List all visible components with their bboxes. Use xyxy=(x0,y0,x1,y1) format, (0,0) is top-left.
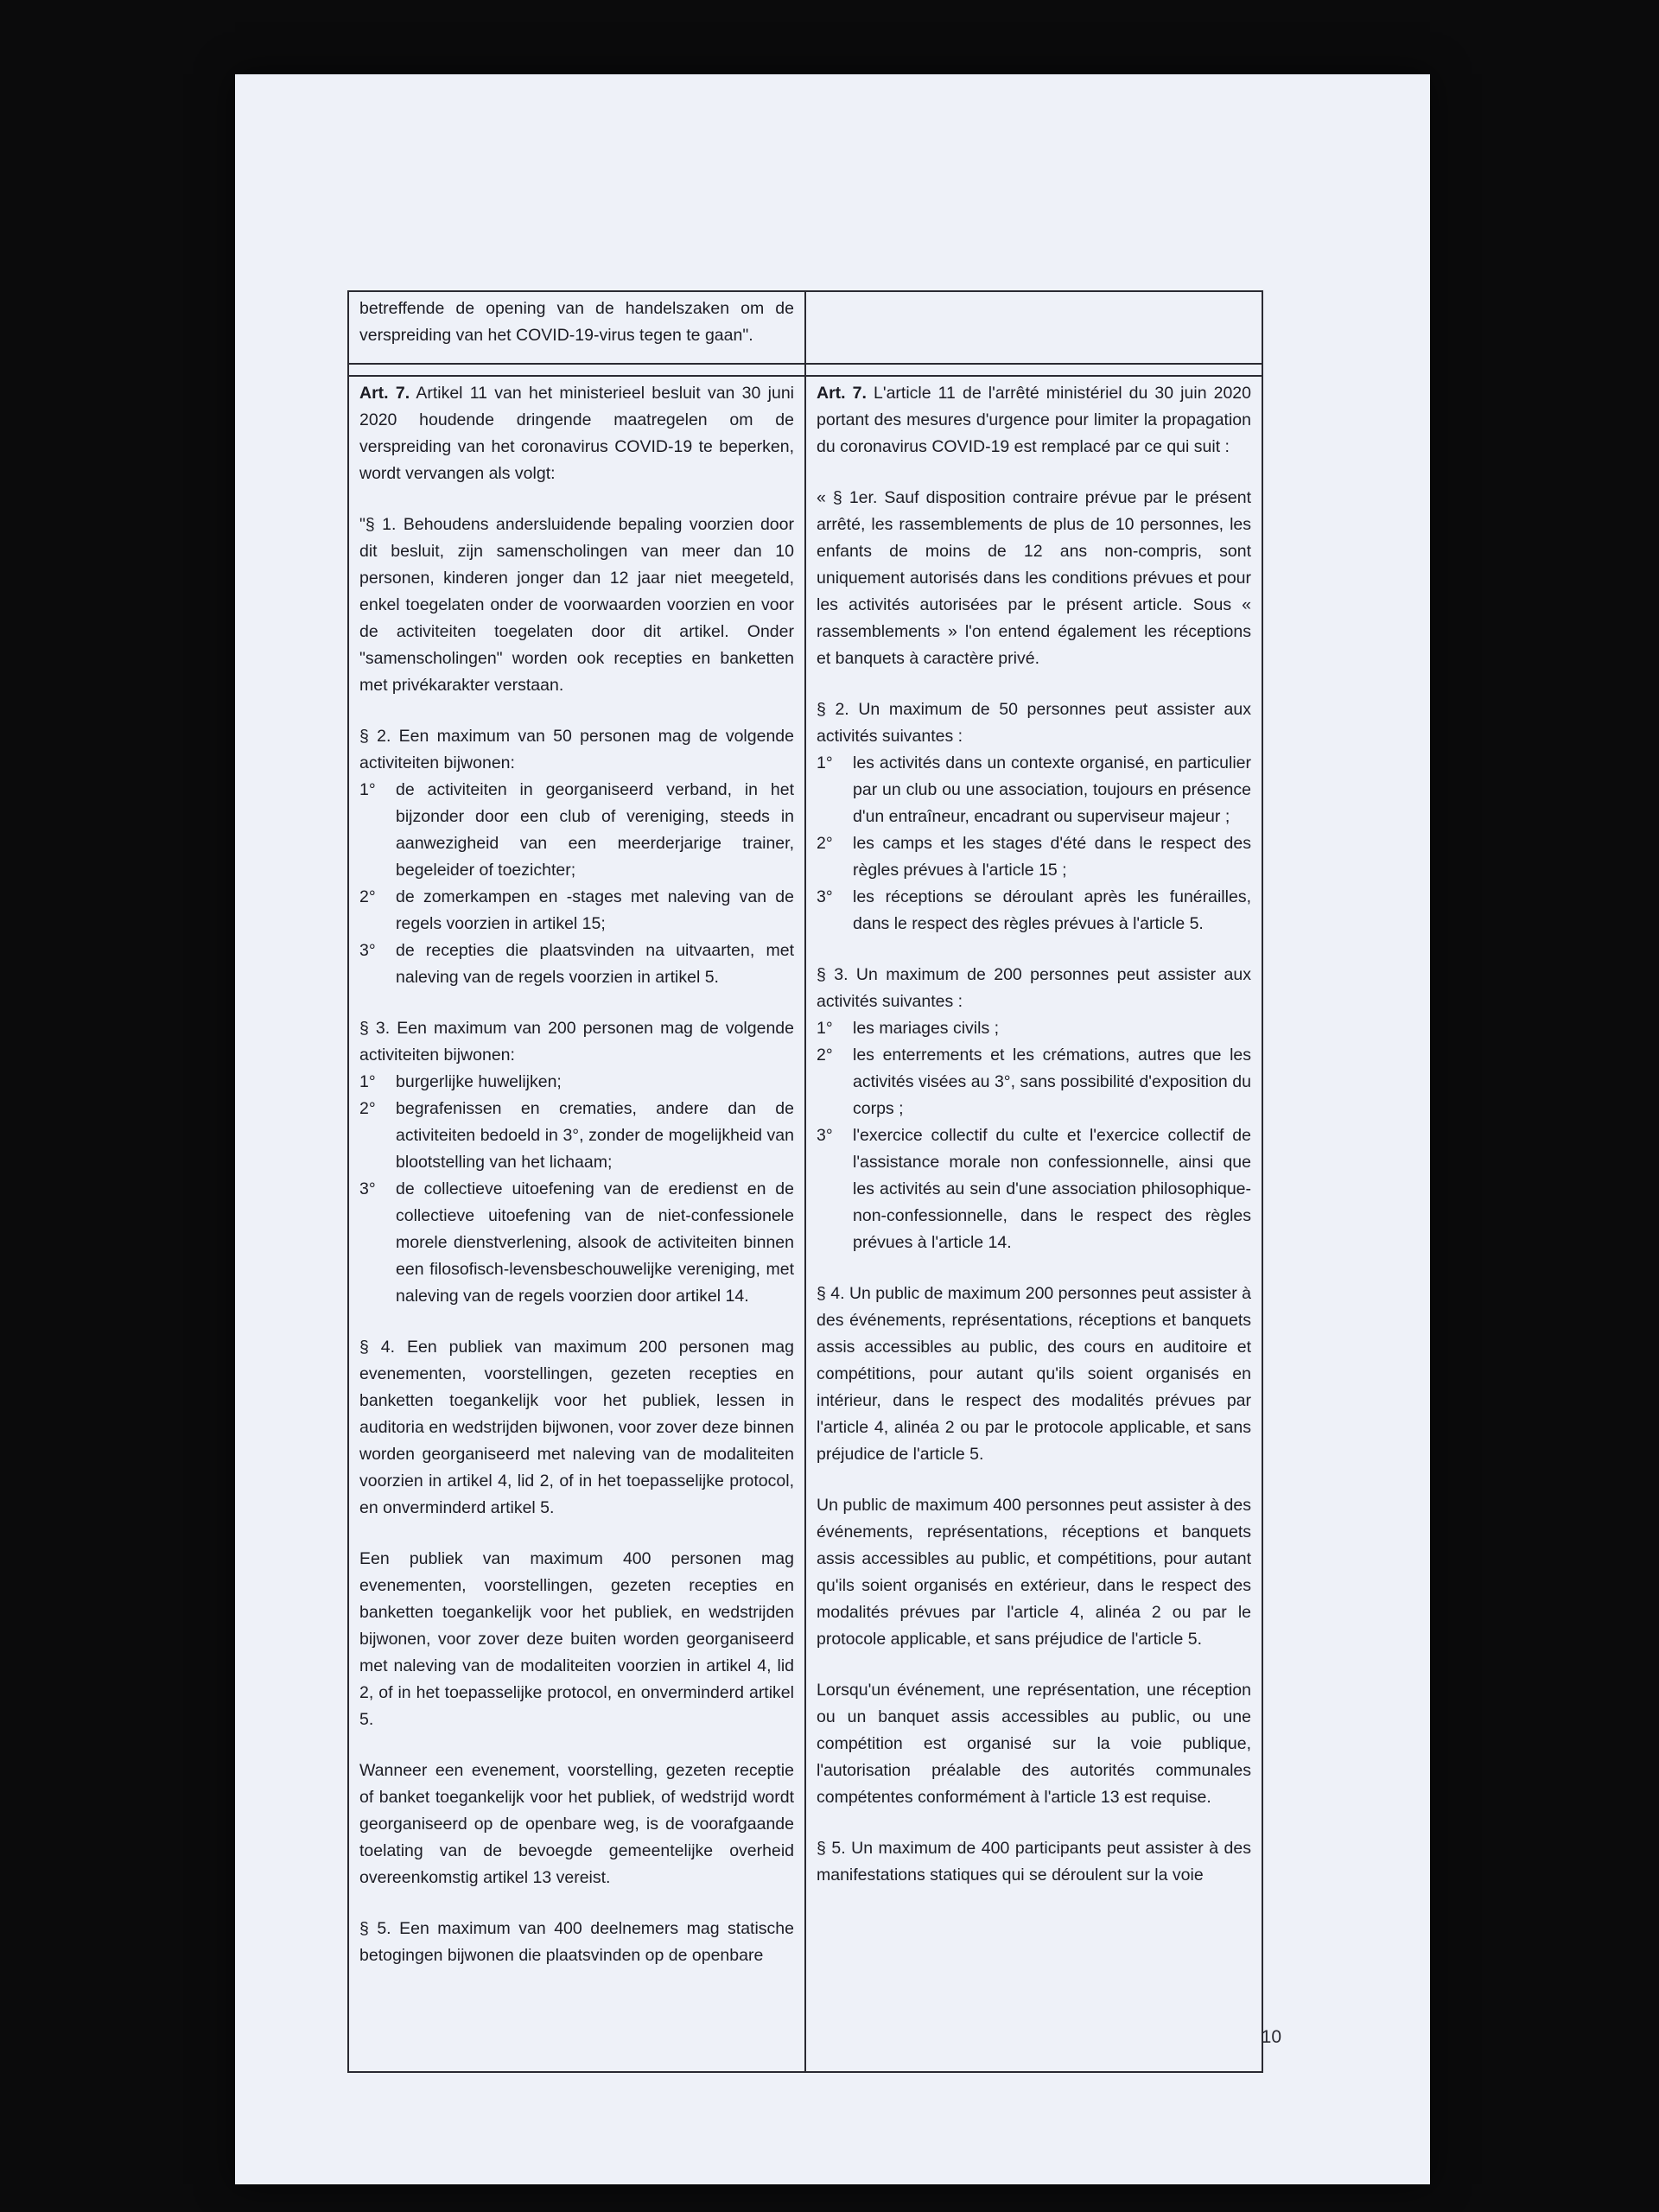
list-text: de collectieve uitoefening van de eredienst en de collectieve uitoefening van de niet-confessionele morele dienstverlening, alsook de activiteiten binnen een filosofisch-levensbeschouwelijke vereniging, met naleving van de regels voorzien door artikel 14. xyxy=(396,1179,794,1306)
list-number: 1° xyxy=(359,1072,376,1091)
list-item xyxy=(817,884,1251,938)
list-text: les réceptions se déroulant après les funérailles, dans le respect des règles prévues à l'article 5. xyxy=(853,887,1251,933)
bilingual-table xyxy=(347,290,1263,2073)
list-text: l'exercice collectif du culte et l'exercice collectif de l'assistance morale non confessionnelle, ainsi que les activités au sein d'une association philosophique-non-confessionnelle, dans le respect des règles prévues à l'article 14. xyxy=(853,1126,1251,1252)
table-cell-nl xyxy=(348,376,805,2072)
page-number: 10 xyxy=(1261,2027,1281,2047)
paragraph-5-nl xyxy=(359,1546,794,1733)
list-item xyxy=(359,1176,794,1310)
table-cell-fr xyxy=(805,376,1262,2072)
table-cell-nl xyxy=(348,291,805,364)
list-number: 2° xyxy=(817,834,833,853)
paragraph-text: § 3. Un maximum de 200 personnes peut assister aux activités suivantes : xyxy=(817,965,1251,1011)
list-text: burgerlijke huwelijken; xyxy=(396,1072,562,1091)
paragraph-4-fr xyxy=(817,1281,1251,1468)
list-text: de recepties die plaatsvinden na uitvaarten, met naleving van de regels voorzien in artikel 5. xyxy=(396,941,794,987)
list-number: 3° xyxy=(817,1126,833,1145)
article-label-fr: Art. 7. xyxy=(817,384,867,403)
paragraph-text: § 5. Een maximum van 400 deelnemers mag statische betogingen bijwonen die plaatsvinden op de openbare xyxy=(359,1919,794,1965)
list-item xyxy=(359,777,794,884)
paragraph-2-nl xyxy=(359,723,794,991)
paragraph-text: § 2. Un maximum de 50 personnes peut assister aux activités suivantes : xyxy=(817,700,1251,746)
paragraph-text: Lorsqu'un événement, une représentation, une réception ou un banquet assis accessibles au public, ou une compétition est organisé sur la voie publique, l'autorisation préalable des autorités communales compétentes conformément à l'article 13 est requise. xyxy=(817,1681,1251,1807)
paragraph-text: § 2. Een maximum van 50 personen mag de volgende activiteiten bijwonen: xyxy=(359,727,794,772)
paragraph-text: § 4. Een publiek van maximum 200 personen mag evenementen, voorstellingen, gezeten recepties en banketten toegankelijk voor het publiek, lessen in auditoria en wedstrijden bijwonen, voor zover deze binnen worden georganiseerd met naleving van de modaliteiten voorzien in artikel 4, lid 2, of in het toepasselijke protocol, en onverminderd artikel 5. xyxy=(359,1338,794,1517)
table-gap-row xyxy=(348,364,1262,376)
list-item xyxy=(817,750,1251,830)
paragraph-4-nl xyxy=(359,1334,794,1522)
list-number: 1° xyxy=(817,753,833,772)
list-text: begrafenissen en crematies, andere dan de activiteiten bedoeld in 3°, zonder de mogelijkheid van blootstelling van het lichaam; xyxy=(396,1099,794,1172)
table-row xyxy=(348,376,1262,2072)
paragraph-text: Een publiek van maximum 400 personen mag evenementen, voorstellingen, gezeten recepties en banketten toegankelijk voor het publiek, en wedstrijden bijwonen, voor zover deze buiten worden georganiseerd met naleving van de modaliteiten voorzien in artikel 4, lid 2, of in het toepasselijke protocol, en onverminderd artikel 5. xyxy=(359,1549,794,1729)
list-item xyxy=(817,1015,1251,1042)
list-text: les enterrements et les crémations, autres que les activités visées au 3°, sans possibilité d'exposition du corps ; xyxy=(853,1046,1251,1118)
paragraph-3-fr xyxy=(817,962,1251,1256)
paragraph-7-fr xyxy=(817,1835,1251,1889)
list-item xyxy=(359,938,794,991)
list-item xyxy=(359,884,794,938)
list-number: 3° xyxy=(359,1179,376,1198)
paragraph-text: § 3. Een maximum van 200 personen mag de volgende activiteiten bijwonen: xyxy=(359,1019,794,1065)
article-intro-text-nl: Artikel 11 van het ministerieel besluit van 30 juni 2020 houdende dringende maatregelen om de verspreiding van het coronavirus COVID-19 te beperken, wordt vervangen als volgt: xyxy=(359,384,794,483)
paragraph-1-nl xyxy=(359,512,794,699)
list-item xyxy=(359,1096,794,1176)
paragraph-2-fr xyxy=(817,696,1251,938)
paragraph-6-fr xyxy=(817,1677,1251,1811)
list-item xyxy=(817,1122,1251,1256)
continued-text-nl: betreffende de opening van de handelszaken om de verspreiding van het COVID-19-virus tegen te gaan". xyxy=(359,299,794,345)
paragraph-5-fr xyxy=(817,1492,1251,1653)
list-item xyxy=(817,830,1251,884)
paragraph-7-nl xyxy=(359,1916,794,1969)
list-number: 3° xyxy=(359,941,376,960)
list-text: de zomerkampen en -stages met naleving van de regels voorzien in artikel 15; xyxy=(396,887,794,933)
article-intro-fr xyxy=(817,380,1251,461)
list-number: 2° xyxy=(359,1099,376,1118)
list-item xyxy=(817,1042,1251,1122)
paragraph-text: Wanneer een evenement, voorstelling, gezeten receptie of banket toegankelijk voor het publiek, of wedstrijd wordt georganiseerd op de openbare weg, is de voorafgaande toelating van de bevoegde gemeentelijke overheid overeenkomstig artikel 13 vereist. xyxy=(359,1761,794,1887)
list-text: les mariages civils ; xyxy=(853,1019,1000,1038)
list-text: les camps et les stages d'été dans le respect des règles prévues à l'article 15 ; xyxy=(853,834,1251,880)
paragraph-text: Un public de maximum 400 personnes peut assister à des événements, représentations, réceptions et banquets assis accessibles au public, et compétitions, pour autant qu'ils soient organisés en extérieur, dans le respect des modalités prévues par l'article 4, alinéa 2 ou par le protocole applicable, et sans préjudice de l'article 5. xyxy=(817,1496,1251,1649)
table-cell-fr xyxy=(805,291,1262,364)
list-number: 2° xyxy=(359,887,376,906)
article-intro-nl xyxy=(359,380,794,487)
paragraph-text: "§ 1. Behoudens andersluidende bepaling voorzien door dit besluit, zijn samenscholingen van meer dan 10 personen, kinderen jonger dan 12 jaar niet meegeteld, enkel toegelaten onder de voorwaarden voorzien en voor de activiteiten toegelaten door dit artikel. Onder "samenscholingen" worden ook recepties en banketten met privékarakter verstaan. xyxy=(359,515,794,695)
paragraph-6-nl xyxy=(359,1758,794,1891)
paragraph-3-nl xyxy=(359,1015,794,1310)
article-intro-text-fr: L'article 11 de l'arrêté ministériel du 30 juin 2020 portant des mesures d'urgence pour limiter la propagation du coronavirus COVID-19 est remplacé par ce qui suit : xyxy=(817,384,1251,456)
list-number: 1° xyxy=(359,780,376,799)
article-label-nl: Art. 7. xyxy=(359,384,410,403)
list-number: 3° xyxy=(817,887,833,906)
list-text: de activiteiten in georganiseerd verband, in het bijzonder door een club of vereniging, steeds in aanwezigheid van een meerderjarige trainer, begeleider of toezichter; xyxy=(396,780,794,880)
paragraph-text: § 4. Un public de maximum 200 personnes peut assister à des événements, représentations, réceptions et banquets assis accessibles au public, des cours en auditoire et compétitions, pour autant qu'ils soient organisés en intérieur, dans le respect des modalités prévues par l'article 4, alinéa 2 ou par le protocole applicable, et sans préjudice de l'article 5. xyxy=(817,1284,1251,1464)
paragraph-text: « § 1er. Sauf disposition contraire prévue par le présent arrêté, les rassemblements de plus de 10 personnes, les enfants de moins de 12 ans non-compris, sont uniquement autorisés dans les conditions prévues et pour les activités autorisées par le présent article. Sous « rassemblements » l'on entend également les réceptions et banquets à caractère privé. xyxy=(817,488,1251,668)
paragraph-text: § 5. Un maximum de 400 participants peut assister à des manifestations statiques qui se déroulent sur la voie xyxy=(817,1839,1251,1885)
list-item xyxy=(359,1069,794,1096)
list-text: les activités dans un contexte organisé, en particulier par un club ou une association, toujours en présence d'un entraîneur, encadrant ou superviseur majeur ; xyxy=(853,753,1251,826)
list-number: 2° xyxy=(817,1046,833,1065)
paragraph-1-fr xyxy=(817,485,1251,672)
table-row xyxy=(348,291,1262,364)
list-number: 1° xyxy=(817,1019,833,1038)
document-page xyxy=(235,74,1430,2184)
